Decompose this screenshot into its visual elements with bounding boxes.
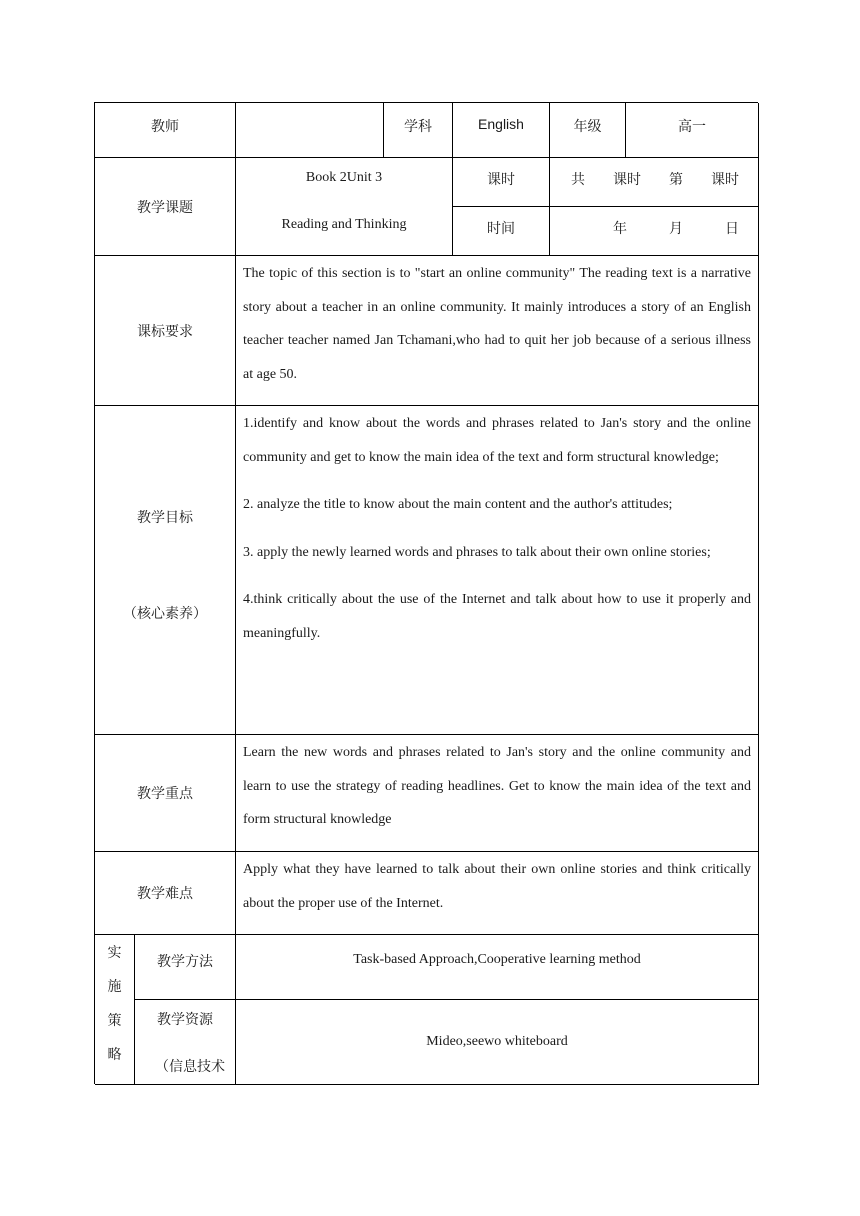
key-points-label: 教学重点 xyxy=(137,786,193,802)
objectives-sublabel: （核心素养） xyxy=(123,606,207,622)
subject-label-cell xyxy=(384,103,453,158)
topic-label: 教学课题 xyxy=(137,199,193,216)
resource-label-cell xyxy=(135,1000,236,1085)
time-label: 时间 xyxy=(487,221,515,237)
period-value-cell xyxy=(550,158,759,207)
resource-value-cell xyxy=(236,1000,759,1085)
difficulties-label: 教学难点 xyxy=(137,886,193,902)
period-label-cell xyxy=(453,158,550,207)
period-label: 课时 xyxy=(487,172,515,188)
grade-label: 年级 xyxy=(573,119,602,135)
key-points-text-cell xyxy=(236,735,759,852)
implementation-label-cell xyxy=(95,935,135,1085)
difficulties-label-cell xyxy=(95,852,236,935)
resource-label-line-1: 教学资源 xyxy=(157,1012,213,1028)
objective-item: 2. analyze the title to know about the main content and the author's attitudes; xyxy=(243,497,673,512)
subject-value-cell xyxy=(453,103,550,158)
resource-value: Mideo,seewo whiteboard xyxy=(426,1034,568,1049)
grade-label-cell xyxy=(550,103,626,158)
grade-value: 高一 xyxy=(678,119,706,135)
implementation-char: 略 xyxy=(107,1047,122,1063)
key-points-text: Learn the new words and phrases related to Jan's story and the online community and learn to use the strategy of reading headlines. Get to know the main idea of the text and form structural knowledge xyxy=(243,745,751,827)
key-points-label-cell xyxy=(95,735,236,852)
teacher-label-cell xyxy=(95,103,236,158)
implementation-char: 施 xyxy=(107,979,122,995)
method-label-cell xyxy=(135,935,236,1000)
time-label-cell xyxy=(453,207,550,256)
method-value-cell xyxy=(236,935,759,1000)
method-value: Task-based Approach,Cooperative learning method xyxy=(353,952,641,967)
objective-item: 4.think critically about the use of the Internet and talk about how to use it properly and meaningfully. xyxy=(243,592,751,641)
objectives-text-cell xyxy=(236,406,759,735)
objectives-label: 教学目标 xyxy=(137,510,193,526)
topic-value-cell xyxy=(236,158,453,256)
objectives-label-cell xyxy=(95,406,236,735)
subject-label: 学科 xyxy=(404,119,432,135)
standard-label: 课标要求 xyxy=(137,323,193,340)
standard-label-cell xyxy=(95,256,236,406)
standard-text: The topic of this section is to "start an online community" The reading text is a narrative story about a teacher in an online community. It mainly introduces a story of an English teacher teacher named Jan Tchamani,who had to quit her job because of a serious illness at age 50. xyxy=(243,266,751,382)
grade-value-cell xyxy=(626,103,759,158)
topic-line-1: Book 2Unit 3 xyxy=(305,170,383,185)
implementation-char: 实 xyxy=(107,945,122,961)
objective-item: 3. apply the newly learned words and phrases to talk about their own online stories; xyxy=(243,544,711,560)
topic-label-cell xyxy=(95,158,236,256)
difficulties-text: Apply what they have learned to talk about their own online stories and think critically about the proper use of the Internet. xyxy=(243,862,751,911)
resource-label-line-2: （信息技术 xyxy=(155,1059,225,1075)
difficulties-text-cell xyxy=(236,852,759,935)
standard-text-cell xyxy=(236,256,759,406)
method-label: 教学方法 xyxy=(157,954,213,970)
teacher-value-cell xyxy=(236,103,384,158)
implementation-char: 策 xyxy=(107,1013,122,1029)
lesson-plan-table xyxy=(94,102,758,1084)
subject-value: English xyxy=(478,116,524,132)
teacher-label: 教师 xyxy=(151,119,179,135)
topic-line-2: Reading and Thinking xyxy=(281,217,407,232)
objective-item: 1.identify and know about the words and phrases related to Jan's story and the online community and get to know the main idea of the text and form structural knowledge; xyxy=(243,416,751,465)
time-value: 年 月 日 xyxy=(613,221,739,237)
time-value-cell xyxy=(550,207,759,256)
period-value: 共 课时 第 课时 xyxy=(571,172,739,188)
